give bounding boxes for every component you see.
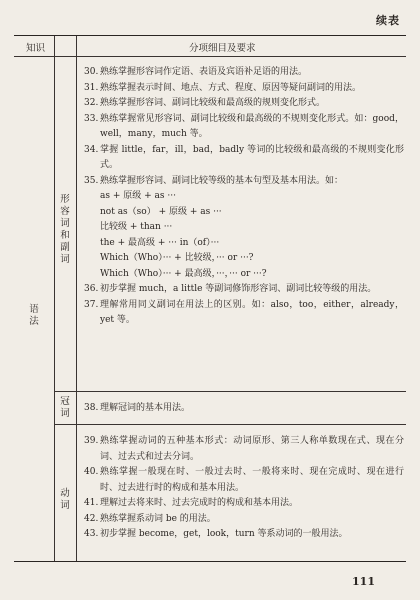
category-grammar: 语法 (29, 304, 39, 327)
syllabus-table (14, 35, 406, 562)
list-item (84, 401, 404, 417)
group-rule-2 (54, 424, 406, 425)
formula-line: the + 最高级 + ··· in（of）··· (100, 237, 220, 248)
list-item (84, 282, 404, 298)
item-number: 37. (84, 299, 99, 310)
item-number: 40. (84, 467, 99, 477)
list-item (84, 112, 404, 143)
column-divider-1 (54, 36, 55, 561)
list-item (84, 143, 404, 174)
formula-line: as + 原级 + as ··· (100, 191, 176, 201)
list-item (84, 512, 404, 528)
group-body-verbs (84, 434, 404, 543)
column-divider-2 (76, 36, 77, 561)
list-item (84, 65, 404, 81)
item-text: 熟练掌握形容词作定语、表语及宾语补足语的用法。 (100, 67, 308, 77)
item-text: 理解冠词的基本用法。 (100, 403, 191, 413)
group-body-articles (84, 401, 404, 417)
page-number: 111 (352, 575, 375, 588)
list-item (84, 174, 404, 190)
header-rule (14, 56, 406, 57)
column-header-knowledge: 知识 (26, 43, 46, 54)
group-verbs: 动词 (60, 488, 70, 511)
formula-line: Which（Who）··· + 比较级，··· or ···? (100, 253, 254, 263)
item-number: 31. (84, 82, 99, 93)
item-number: 42. (84, 513, 99, 524)
item-number: 30. (84, 67, 99, 77)
list-item (84, 96, 404, 112)
item-text: 熟练掌握形容词、副词比较级和最高级的规则变化形式。 (100, 98, 326, 108)
item-number: 39. (84, 436, 99, 446)
item-text: 掌握 little，far，ill，bad，badly 等词的比较级和最高级的不规则变化形式。 (100, 144, 404, 170)
item-number: 36. (84, 284, 99, 294)
item-text: 初步掌握 become，get，look，turn 等系动词的一般用法。 (100, 529, 348, 539)
formula-line: Which（Who）··· + 最高级，···，··· or ···? (100, 268, 267, 279)
item-text: 熟练掌握系动词 be 的用法。 (100, 513, 216, 524)
item-number: 43. (84, 529, 99, 539)
item-text: 熟练掌握动词的五种基本形式：动词原形、第三人称单数现在式、现在分词、过去式和过去分词。 (100, 436, 404, 462)
list-item (84, 298, 404, 329)
item-number: 33. (84, 113, 99, 124)
item-text: 熟练掌握常见形容词、副词比较级和最高级的不规则变化形式。如：good，well，many，much 等。 (100, 113, 404, 139)
group-body-adjectives (84, 65, 404, 329)
continued-label: 续表 (376, 14, 400, 27)
item-text: 初步掌握 much，a little 等副词修饰形容词、副词比较等级的用法。 (100, 284, 377, 294)
list-item (84, 465, 404, 496)
list-item (84, 496, 404, 512)
list-item (84, 81, 404, 97)
item-number: 32. (84, 98, 99, 108)
column-header-requirements: 分项细目及要求 (189, 43, 256, 54)
item-number: 34. (84, 144, 99, 155)
group-rule-1 (54, 391, 406, 392)
item-text: 熟练掌握表示时间、地点、方式、程度、原因等疑问副词的用法。 (100, 82, 362, 93)
item-number: 35. (84, 175, 99, 186)
formula-line: not as（so） + 原级 + as ··· (100, 206, 222, 217)
item-text: 熟练掌握形容词、副词比较等级的基本句型及基本用法。如： (100, 175, 344, 186)
formula-line: 比较级 + than ··· (100, 222, 173, 232)
list-item (84, 527, 404, 543)
group-articles: 冠词 (60, 396, 70, 419)
item-text: 熟练掌握一般现在时、一般过去时、一般将来时、现在完成时、现在进行时、过去进行时的构成和基本用法。 (100, 467, 404, 493)
item-number: 41. (84, 498, 99, 508)
group-adjectives-adverbs: 形容词和副词 (60, 194, 70, 265)
list-item (84, 434, 404, 465)
item-text: 理解常用同义副词在用法上的区别。如：also，too，either，already，yet 等。 (100, 299, 404, 325)
item-text: 理解过去将来时、过去完成时的构成和基本用法。 (100, 498, 299, 508)
item-number: 38. (84, 403, 99, 413)
